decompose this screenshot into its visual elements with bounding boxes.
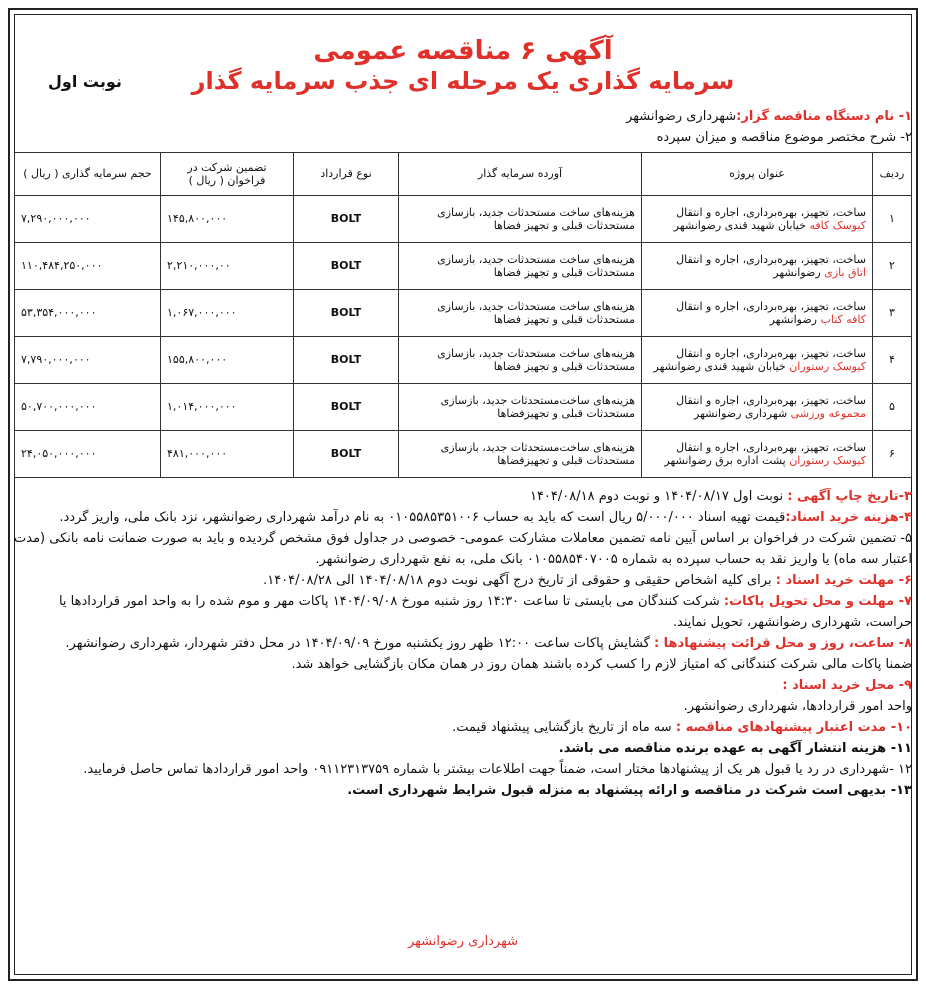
item-5: ۵- تضمین شرکت در فراخوان بر اساس آیین نامه تضمین معاملات مشارکت عمومی- خصوصی در جداول فوق مشخص گردیده و باید به صورت ضمانت نامه بانکی (مدت اعتبار سه ماه) یا واریز نقد به حساب سپرده به شماره ۰۱۰۵۵۸۵۴۰۷۰۰۵ بانک ملی، به نفع شهرداری رضوانشهر. (14, 530, 912, 567)
title-location: خیابان شهید قندی رضوانشهر (673, 218, 806, 232)
item-8 (14, 633, 912, 654)
row-guarantee: ۱,۰۱۴,۰۰۰,۰۰۰ (161, 383, 294, 430)
table-row (15, 383, 912, 430)
item-7-label: ۷- مهلت و محل تحویل پاکات: (723, 593, 912, 609)
item-4-label: ۴-هزینه خرید اسناد: (785, 509, 912, 525)
row-investor: هزینه‌های ساخت مستحدثات جدید، بازسازی مستحدثات قبلی و تجهیز فضاها (399, 289, 642, 336)
title-highlight: کیوسک رستوران (789, 453, 866, 467)
title-text: ساخت، تجهیز، بهره‌برداری، اجاره و انتقال (676, 299, 866, 313)
table-header-row (15, 152, 912, 195)
row-title (642, 430, 873, 477)
row-volume: ۷,۷۹۰,۰۰۰,۰۰۰ (15, 336, 161, 383)
title-location: خیابان شهید قندی رضوانشهر (653, 359, 786, 373)
title-text: ساخت، تجهیز، بهره‌برداری، اجاره و انتقال (676, 346, 866, 360)
item-4 (14, 507, 912, 528)
item-9-text: واحد امور قراردادها، شهرداری رضوانشهر. (683, 698, 912, 714)
row-guarantee: ۱۵۵,۸۰۰,۰۰۰ (161, 336, 294, 383)
item-8-text: گشایش پاکات ساعت ۱۲:۰۰ ظهر روز یکشنبه مورخ ۱۴۰۴/۰۹/۰۹ در محل دفتر شهردار، شهرداری رضوانشهر. (65, 635, 650, 651)
item-9-label: ۹- محل خرید اسناد : (782, 677, 912, 693)
title-highlight: اتاق بازی (824, 265, 866, 279)
row-type: BOLT (294, 383, 399, 430)
header-investor: آورده سرمایه گذار (399, 152, 642, 195)
row-title (642, 336, 873, 383)
item-6-label: ۶- مهلت خرید اسناد : (775, 572, 912, 588)
row-volume: ۲۴,۰۵۰,۰۰۰,۰۰۰ (15, 430, 161, 477)
row-investor: هزینه‌های ساخت مستحدثات جدید، بازسازی مستحدثات قبلی و تجهیز فضاها (399, 242, 642, 289)
row-idx: ۶ (873, 430, 912, 477)
row-investor: هزینه‌های ساخت مستحدثات جدید، بازسازی مستحدثات قبلی و تجهیز فضاها (399, 195, 642, 242)
item-10-text: سه ماه از تاریخ بازگشایی پیشنهاد قیمت. (452, 719, 672, 735)
title-highlight: کیوسک رستوران (789, 359, 866, 373)
row-idx: ۴ (873, 336, 912, 383)
row-idx: ۳ (873, 289, 912, 336)
row-type: BOLT (294, 430, 399, 477)
item-6-text: برای کلیه اشخاص حقیقی و حقوقی از تاریخ درج آگهی نوبت دوم ۱۴۰۴/۰۸/۱۸ الی ۱۴۰۴/۰۸/۲۸. (263, 572, 772, 588)
title-text: ساخت، تجهیز، بهره‌برداری، اجاره و انتقال (676, 440, 866, 454)
title-highlight: مجموعه ورزشی (790, 406, 866, 420)
title-highlight: کافه کتاب (820, 312, 866, 326)
row-idx: ۲ (873, 242, 912, 289)
row-volume: ۷,۲۹۰,۰۰۰,۰۰۰ (15, 195, 161, 242)
tender-table (14, 152, 912, 478)
notice-title: آگهی ۶ مناقصه عمومی (313, 36, 613, 66)
item-1-value: شهرداری رضوانشهر (626, 108, 737, 124)
row-guarantee: ۱۴۵,۸۰۰,۰۰۰ (161, 195, 294, 242)
row-guarantee: ۲,۲۱۰,۰۰۰,۰۰ (161, 242, 294, 289)
row-volume: ۵۰,۷۰۰,۰۰۰,۰۰۰ (15, 383, 161, 430)
row-type: BOLT (294, 336, 399, 383)
header-title: عنوان پروژه (642, 152, 873, 195)
item-3-text: نوبت اول ۱۴۰۴/۰۸/۱۷ و نوبت دوم ۱۴۰۴/۰۸/۱۸ (529, 488, 784, 504)
header-type: نوع قرارداد (294, 152, 399, 195)
header-volume: حجم سرمایه گذاری ( ریال ) (15, 152, 161, 195)
notice-items (14, 486, 912, 801)
item-9 (14, 675, 912, 696)
row-guarantee: ۱,۰۶۷,۰۰۰,۰۰۰ (161, 289, 294, 336)
row-guarantee: ۴۸۱,۰۰۰,۰۰۰ (161, 430, 294, 477)
item-3 (14, 486, 912, 507)
row-investor: هزینه‌های ساخت مستحدثات جدید، بازسازی مستحدثات قبلی و تجهیز فضاها (399, 336, 642, 383)
item-8-label: ۸- ساعت، روز و محل قرائت پیشنهادها : (653, 635, 912, 651)
item-10-label: ۱۰- مدت اعتبار پیشنهادهای مناقصه : (675, 719, 912, 735)
title-text: ساخت، تجهیز، بهره‌برداری، اجاره و انتقال (676, 205, 866, 219)
row-title (642, 383, 873, 430)
table-row (15, 242, 912, 289)
item-3-label: ۳-تاریخ چاپ آگهی : (787, 488, 912, 504)
row-title (642, 289, 873, 336)
row-investor: هزینه‌های ساخت‌مستحدثات جدید، بازسازی مستحدثات قبلی و تجهیزفضاها (399, 383, 642, 430)
item-4-text: قیمت تهیه اسناد ۵/۰۰۰/۰۰۰ ریال است که باید به حساب ۰۱۰۵۵۸۵۳۵۱۰۰۶ به نام درآمد شهرداری رضوانشهر، نزد بانک ملی، واریز گردد. (59, 509, 786, 525)
signature: شهرداری رضوانشهر (407, 934, 519, 949)
table-row (15, 195, 912, 242)
row-title (642, 242, 873, 289)
notice-subtitle: سرمایه گذاری یک مرحله ای جذب سرمایه گذار (191, 67, 735, 96)
header-idx: ردیف (873, 152, 912, 195)
item-7-text: شرکت کنندگان می بایستی تا ساعت ۱۴:۳۰ روز شنبه مورخ ۱۴۰۴/۰۹/۰۸ پاکات مهر و موم شده را به واحد امور قراردادها یا حراست، شهرداری رضوانشهر، تحویل نمایند. (58, 593, 912, 630)
title-location: رضوانشهر (769, 312, 817, 326)
row-idx: ۵ (873, 383, 912, 430)
row-type: BOLT (294, 242, 399, 289)
table-row (15, 430, 912, 477)
item-13: ۱۳- بدیهی است شرکت در مناقصه و ارائه پیشنهاد به منزله قبول شرایط شهرداری است. (347, 782, 912, 798)
title-highlight: کیوسک کافه (809, 218, 866, 232)
round-label: نوبت اول (48, 72, 122, 91)
row-volume: ۱۱۰,۴۸۴,۲۵۰,۰۰۰ (15, 242, 161, 289)
notice-content (14, 36, 912, 801)
item-12: ۱۲ -شهرداری در رد یا قبول هر یک از پیشنهادها مختار است، ضمناً جهت اطلاعات بیشتر با شماره ۰۹۱۱۲۳۱۳۷۵۹ واحد امور قراردادها تماس حاصل فرمایید. (83, 761, 912, 777)
item-1-label: ۱- نام دستگاه مناقصه گزار: (736, 108, 912, 124)
item-10 (14, 717, 912, 738)
row-idx: ۱ (873, 195, 912, 242)
title-text: ساخت، تجهیز، بهره‌برداری، اجاره و انتقال (676, 252, 866, 266)
title-text: ساخت، تجهیز، بهره‌برداری، اجاره و انتقال (676, 393, 866, 407)
row-title (642, 195, 873, 242)
title-location: شهرداری رضوانشهر (694, 406, 788, 420)
header-guarantee: تضمین شرکت در فراخوان ( ریال ) (161, 152, 294, 195)
title-location: پشت اداره برق رضوانشهر (664, 453, 786, 467)
item-8-extra: ضمنا پاکات مالی شرکت کنندگانی که امتیاز لازم را کسب کرده باشند همان روز در همان مکان بازگشایی خواهد شد. (291, 656, 912, 672)
row-volume: ۵۳,۳۵۴,۰۰۰,۰۰۰ (15, 289, 161, 336)
row-investor: هزینه‌های ساخت‌مستحدثات جدید، بازسازی مستحدثات قبلی و تجهیزفضاها (399, 430, 642, 477)
item-11: ۱۱- هزینه انتشار آگهی به عهده برنده مناقصه می باشد. (558, 740, 912, 756)
item-7 (14, 591, 912, 633)
table-row (15, 289, 912, 336)
item-6 (14, 570, 912, 591)
title-location: رضوانشهر (773, 265, 821, 279)
table-row (15, 336, 912, 383)
item-1 (14, 106, 912, 127)
row-type: BOLT (294, 195, 399, 242)
row-type: BOLT (294, 289, 399, 336)
item-2: ۲- شرح مختصر موضوع مناقصه و میزان سپرده (656, 129, 912, 145)
